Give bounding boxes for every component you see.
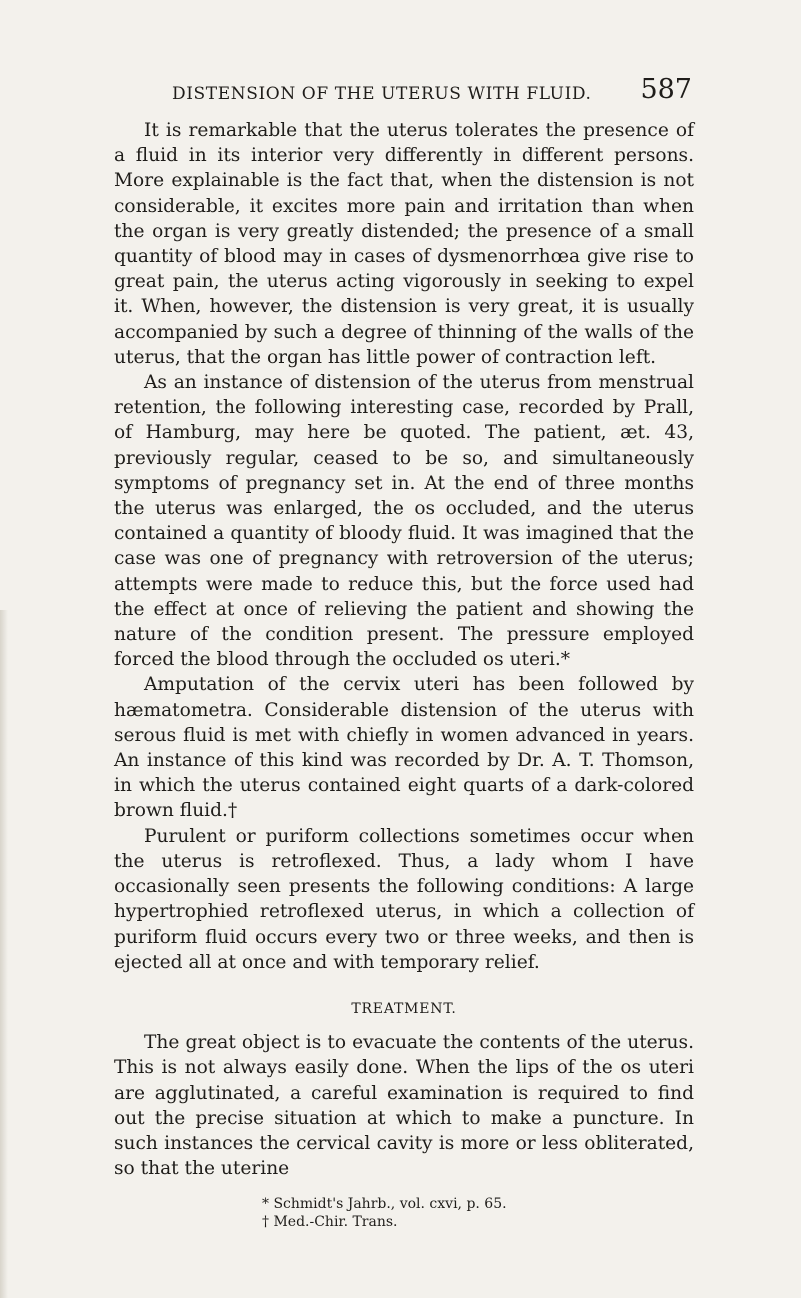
page-number: 587 [640,74,692,105]
paragraph: Amputation of the cervix uteri has been followed by hæmatometra. Considerable distension of the uterus with serous fluid is met with chiefly in women advanced in years. An instance of this kind was recorded by Dr. A. T. Thomson, in which the uterus contained eight quarts of a dark-colored brown fluid.† [114,674,694,822]
paragraph: Purulent or puriform collections sometimes occur when the uterus is retroflexed. Thus, a lady whom I have occasionally seen presents the following conditions: A large hypertrophied retroflexed uterus, in which a collection of puriform fluid occurs every two or three weeks, and then is ejected all at once and with temporary relief. [114,825,694,973]
running-title: DISTENSION OF THE UTERUS WITH FLUID. [172,84,592,104]
page-gutter-shadow [0,610,8,1298]
footnote: * Schmidt's Jahrb., vol. cxvi, p. 65. [262,1196,507,1213]
section-heading: TREATMENT. [351,1000,457,1017]
paragraph: As an instance of distension of the uterus from menstrual retention, the following interesting case, recorded by Prall, of Hamburg, may here be quoted. The patient, æt. 43, previously regular, ceased to be so, and simultaneously symptoms of pregnancy set in. At the end of three months the uterus was enlarged, the os occluded, and the uterus contained a quantity of bloody fluid. It was imagined that the case was one of pregnancy with retroversion of the uterus; attempts were made to reduce this, but the force used had the effect at once of relieving the patient and showing the nature of the condition present. The pressure employed forced the blood through the occluded os uteri.* [114,372,694,671]
footnotes [114,1195,694,1231]
paragraph: It is remarkable that the uterus tolerates the presence of a fluid in its interior very differently in different persons. More explainable is the fact that, when the distension is not considerable, it excites more pain and irritation than when the organ is very greatly distended; the presence of a small quantity of blood may in cases of dysmenorrhœa give rise to great pain, the uterus acting vigorously in seeking to expel it. When, however, the distension is very great, it is usually accompanied by such a degree of thinning of the walls of the uterus, that the organ has little power of contraction left. [114,120,694,368]
body-text [114,118,694,1231]
running-head [172,74,692,114]
footnote: † Med.-Chir. Trans. [262,1214,398,1231]
paragraph: The great object is to evacuate the contents of the uterus. This is not always easily done. When the lips of the os uteri are agglutinated, a careful examination is required to find out the precise situation at which to make a puncture. In such instances the cervical cavity is more or less obliterated, so that the uterine [114,1032,694,1180]
